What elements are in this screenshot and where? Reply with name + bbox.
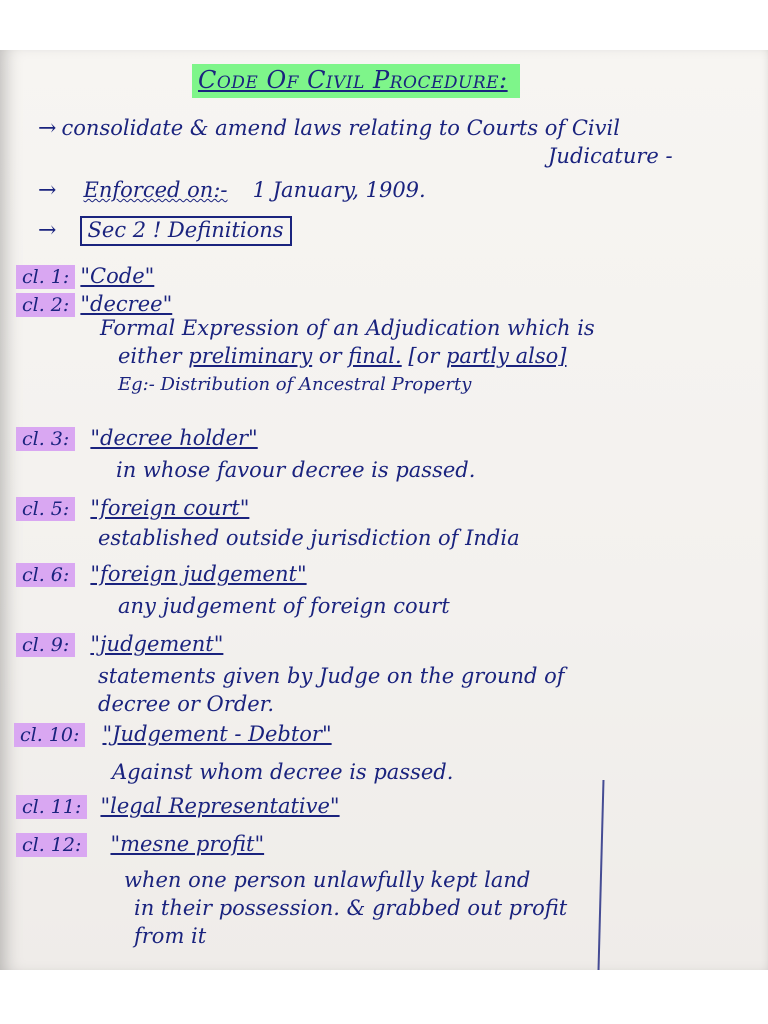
- clause-label: cl. 12:: [16, 833, 87, 857]
- bullet-definitions: [38, 218, 292, 243]
- clause-label: cl. 5:: [16, 497, 75, 521]
- clause-6: [16, 562, 307, 586]
- arrow-icon: →: [38, 178, 57, 203]
- clause-label: cl. 3:: [16, 427, 75, 451]
- clause-3: [16, 426, 258, 450]
- clause-term: "foreign judgement": [90, 562, 307, 586]
- clause-label: cl. 10:: [14, 723, 85, 747]
- clause-term: "decree": [80, 292, 173, 316]
- clause-term: "Code": [80, 264, 155, 288]
- clause-label: cl. 2:: [16, 293, 75, 317]
- arrow-icon: →: [38, 218, 57, 243]
- clause-12-line-2: in their possession. & grabbed out profit: [134, 896, 568, 920]
- clause-6-line-1: any judgement of foreign court: [118, 594, 450, 618]
- enforced-label: Enforced on:-: [83, 178, 228, 202]
- clause-10: [14, 722, 332, 746]
- clause-5: [16, 496, 249, 520]
- clause-12-line-1: when one person unlawfully kept land: [124, 868, 531, 892]
- clause-term: "foreign court": [90, 496, 250, 520]
- clause-2-example: Eg:- Distribution of Ancestral Property: [118, 374, 472, 395]
- bullet-consolidate: [38, 116, 620, 141]
- clause-11: [16, 794, 340, 818]
- enforced-date: 1 January, 1909.: [252, 178, 426, 202]
- clause-term: "decree holder": [90, 426, 258, 450]
- bullet-text: consolidate & amend laws relating to Courts of Civil: [61, 116, 620, 140]
- clause-5-line-1: established outside jurisdiction of India: [98, 526, 520, 550]
- clause-2: [16, 292, 172, 316]
- clause-2-line-1: Formal Expression of an Adjudication which is: [100, 316, 595, 340]
- clause-1: [16, 264, 154, 288]
- clause-label: cl. 11:: [16, 795, 87, 819]
- clause-9-line-2: decree or Order.: [98, 692, 275, 716]
- arrow-icon: →: [38, 116, 57, 141]
- clause-3-line-1: in whose favour decree is passed.: [116, 458, 476, 482]
- clause-9: [16, 632, 223, 656]
- clause-term: "Judgement - Debtor": [102, 722, 332, 746]
- bullet-text-cont: Judicature -: [548, 144, 673, 168]
- clause-label: cl. 1:: [16, 265, 75, 289]
- clause-term: "legal Representative": [100, 794, 340, 818]
- clause-label: cl. 9:: [16, 633, 75, 657]
- clause-term: "mesne profit": [110, 832, 265, 856]
- clause-12: [16, 832, 264, 856]
- clause-9-line-1: statements given by Judge on the ground of: [98, 664, 565, 688]
- clause-label: cl. 6:: [16, 563, 75, 587]
- pen-margin-line: [598, 780, 605, 970]
- definitions-box: Sec 2 ! Definitions: [80, 216, 292, 246]
- notebook-page: [0, 50, 768, 970]
- bullet-enforced: [38, 178, 426, 203]
- page-title: Code Of Civil Procedure:: [192, 64, 520, 98]
- clause-term: "judgement": [90, 632, 224, 656]
- clause-10-line-1: Against whom decree is passed.: [112, 760, 454, 784]
- clause-12-line-3: from it: [134, 924, 207, 948]
- clause-2-line-2: either preliminary or final. [or partly also]: [118, 344, 567, 368]
